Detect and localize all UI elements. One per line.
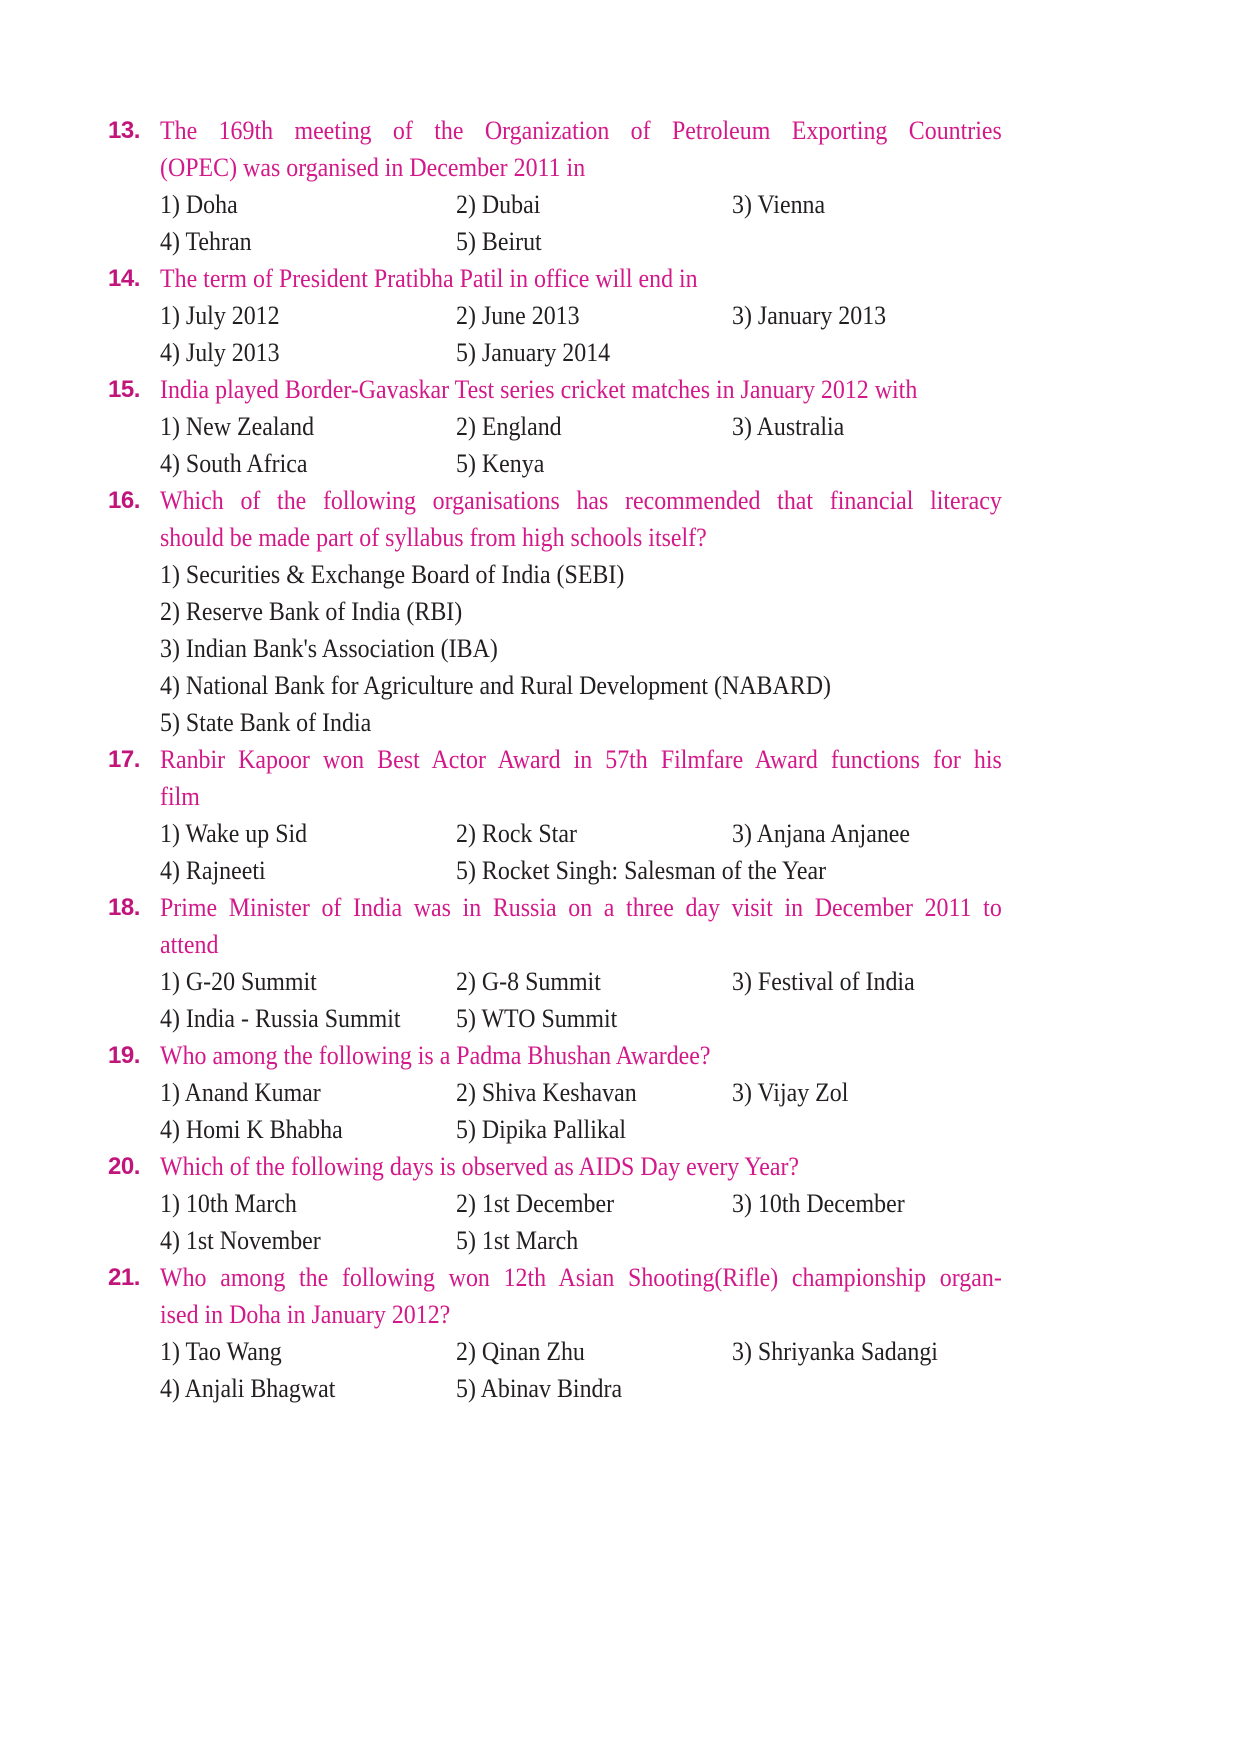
option-2[interactable]: 2) Qinan Zhu [456, 1337, 585, 1366]
options [160, 1185, 1002, 1259]
question-text: India played Border-Gavaskar Test series cricket matches in January 2012 with [160, 375, 918, 404]
option-4[interactable]: 4) South Africa [160, 449, 308, 478]
question-number: 14. [108, 265, 140, 292]
options [160, 963, 1002, 1037]
question-text: Who among the following won 12th Asian Shooting(Rifle) championship organ- ised in Doha in January 2012? [160, 1263, 1002, 1329]
option-2[interactable]: 2) Rock Star [456, 819, 577, 848]
option-5[interactable]: 5) January 2014 [456, 338, 611, 367]
option-4[interactable]: 4) Homi K Bhabha [160, 1115, 343, 1144]
question-17 [0, 741, 1002, 889]
option-1[interactable]: 1) Securities & Exchange Board of India (SEBI) [160, 560, 625, 589]
option-2[interactable]: 2) Shiva Keshavan [456, 1078, 637, 1107]
question-18 [0, 889, 1002, 1037]
question-13 [0, 112, 1002, 260]
option-3[interactable]: 3) Shriyanka Sadangi [732, 1337, 938, 1366]
option-2[interactable]: 2) England [456, 412, 562, 441]
options [160, 1333, 1002, 1407]
options [160, 408, 1002, 482]
options [160, 815, 1002, 889]
option-4[interactable]: 4) National Bank for Agriculture and Rural Development (NABARD) [160, 671, 831, 700]
option-3[interactable]: 3) Indian Bank's Association (IBA) [160, 634, 498, 663]
options [160, 556, 1002, 741]
option-3[interactable]: 3) 10th December [732, 1189, 905, 1218]
question-15 [0, 371, 1002, 482]
option-4[interactable]: 4) July 2013 [160, 338, 280, 367]
question-text: Who among the following is a Padma Bhushan Awardee? [160, 1041, 711, 1070]
option-1[interactable]: 1) Wake up Sid [160, 819, 308, 848]
question-number: 20. [108, 1153, 140, 1180]
question-number: 17. [108, 746, 140, 773]
question-14 [0, 260, 1002, 371]
question-text: Which of the following organisations has recommended that financial literacy should be made part of syllabus from high schools itself? [160, 486, 1002, 552]
option-2[interactable]: 2) Dubai [456, 190, 541, 219]
question-20 [0, 1148, 1002, 1259]
question-text: Prime Minister of India was in Russia on a three day visit in December 2011 to attend [160, 893, 1002, 959]
options [160, 186, 1002, 260]
option-1[interactable]: 1) 10th March [160, 1189, 297, 1218]
option-3[interactable]: 3) January 2013 [732, 301, 887, 330]
option-2[interactable]: 2) 1st December [456, 1189, 615, 1218]
option-4[interactable]: 4) 1st November [160, 1226, 321, 1255]
options [160, 297, 1002, 371]
option-3[interactable]: 3) Vienna [732, 190, 826, 219]
option-5[interactable]: 5) State Bank of India [160, 708, 372, 737]
question-page [0, 112, 1240, 1407]
question-number: 19. [108, 1042, 140, 1069]
question-number: 16. [108, 487, 140, 514]
options [160, 1074, 1002, 1148]
option-5[interactable]: 5) Abinav Bindra [456, 1374, 623, 1403]
question-text: The term of President Pratibha Patil in office will end in [160, 264, 698, 293]
option-5[interactable]: 5) Beirut [456, 227, 542, 256]
option-4[interactable]: 4) Anjali Bhagwat [160, 1374, 336, 1403]
option-2[interactable]: 2) June 2013 [456, 301, 580, 330]
option-2[interactable]: 2) G-8 Summit [456, 967, 601, 996]
option-3[interactable]: 3) Vijay Zol [732, 1078, 849, 1107]
option-5[interactable]: 5) 1st March [456, 1226, 579, 1255]
question-21 [0, 1259, 1002, 1407]
question-16 [0, 482, 1002, 741]
option-4[interactable]: 4) Rajneeti [160, 856, 266, 885]
question-19 [0, 1037, 1002, 1148]
option-1[interactable]: 1) G-20 Summit [160, 967, 317, 996]
option-1[interactable]: 1) Anand Kumar [160, 1078, 321, 1107]
question-text: Ranbir Kapoor won Best Actor Award in 57th Filmfare Award functions for his film [160, 745, 1002, 811]
option-5[interactable]: 5) Dipika Pallikal [456, 1115, 627, 1144]
question-number: 18. [108, 894, 140, 921]
option-3[interactable]: 3) Anjana Anjanee [732, 819, 911, 848]
question-number: 15. [108, 376, 140, 403]
option-1[interactable]: 1) Doha [160, 190, 238, 219]
option-5[interactable]: 5) Rocket Singh: Salesman of the Year [456, 856, 827, 885]
option-4[interactable]: 4) Tehran [160, 227, 252, 256]
option-3[interactable]: 3) Australia [732, 412, 845, 441]
option-3[interactable]: 3) Festival of India [732, 967, 915, 996]
option-4[interactable]: 4) India - Russia Summit [160, 1004, 401, 1033]
question-number: 21. [108, 1264, 140, 1291]
question-text: The 169th meeting of the Organization of Petroleum Exporting Countries (OPEC) was organised in December 2011 in [160, 116, 1002, 182]
option-2[interactable]: 2) Reserve Bank of India (RBI) [160, 597, 463, 626]
option-5[interactable]: 5) Kenya [456, 449, 545, 478]
option-5[interactable]: 5) WTO Summit [456, 1004, 618, 1033]
question-text: Which of the following days is observed as AIDS Day every Year? [160, 1152, 800, 1181]
question-number: 13. [108, 117, 140, 144]
option-1[interactable]: 1) July 2012 [160, 301, 280, 330]
option-1[interactable]: 1) Tao Wang [160, 1337, 282, 1366]
option-1[interactable]: 1) New Zealand [160, 412, 315, 441]
